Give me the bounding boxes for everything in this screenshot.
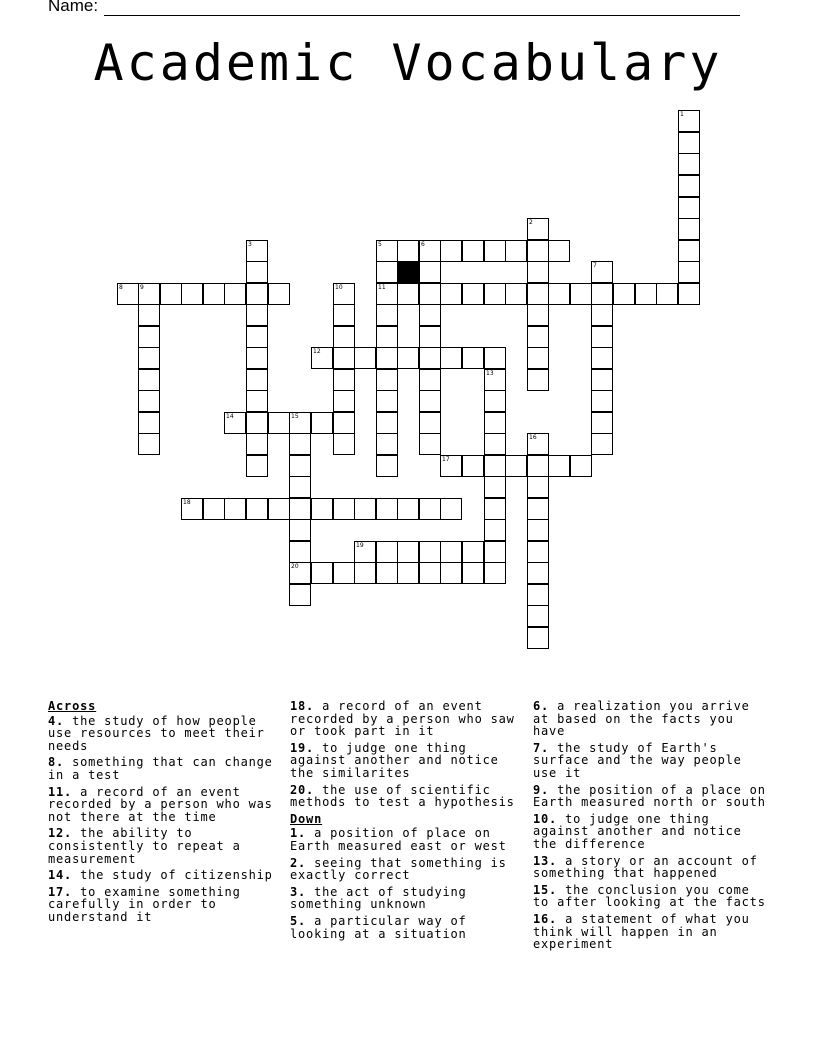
clue-number: 5 [378,241,382,248]
crossword-cell[interactable] [289,433,311,455]
crossword-cell[interactable] [246,326,268,348]
crossword-cell[interactable] [246,347,268,369]
crossword-cell[interactable] [289,584,311,606]
clue-item [290,886,520,911]
crossword-cell[interactable] [246,304,268,326]
crossword-cell[interactable] [678,283,700,305]
crossword-cell[interactable] [484,240,506,262]
clue-number-label: 4. [48,713,65,728]
crossword-cell[interactable] [333,390,355,412]
crossword-cell[interactable] [505,240,527,262]
crossword-cell[interactable] [354,347,376,369]
crossword-cell[interactable] [591,433,613,455]
clues-column-3 [533,700,768,955]
crossword-cell[interactable] [397,541,419,563]
crossword-cell[interactable] [376,369,398,391]
crossword-cell[interactable] [333,433,355,455]
clue-number: 15 [291,413,299,420]
clue-number: 17 [442,456,450,463]
crossword-cell[interactable] [246,433,268,455]
crossword-cell[interactable] [289,412,311,434]
crossword-cell[interactable] [462,541,484,563]
clue-number-label: 14. [48,868,73,883]
crossword-cell[interactable] [591,261,613,283]
crossword-cell[interactable] [440,498,462,520]
clue-text: to judge one thing against another and notice the difference [533,811,742,851]
crossword-cell[interactable] [376,326,398,348]
crossword-cell[interactable] [138,304,160,326]
page-title: Academic Vocabulary [93,34,723,92]
crossword-cell[interactable] [527,519,549,541]
crossword-cell[interactable] [333,283,355,305]
clue-number-label: 15. [533,882,558,897]
crossword-cell[interactable] [527,326,549,348]
crossword-cell[interactable] [289,498,311,520]
crossword-cell[interactable] [419,412,441,434]
crossword-cell[interactable] [138,283,160,305]
down-clue-list-continued [533,700,768,951]
clue-text: a realization you arrive at based on the facts you have [533,699,750,739]
crossword-cell[interactable] [419,261,441,283]
crossword-cell[interactable] [376,283,398,305]
crossword-cell[interactable] [548,283,570,305]
crossword-cell[interactable] [527,369,549,391]
crossword-cell[interactable] [548,455,570,477]
clue-text: a record of an event recorded by a person who saw or took part in it [290,699,515,739]
clue-item [290,915,520,940]
crossword-cell[interactable] [440,541,462,563]
crossword-cell[interactable] [527,605,549,627]
clue-item [533,884,768,909]
crossword-cell[interactable] [376,541,398,563]
crossword-cell[interactable] [678,240,700,262]
clue-item [290,857,520,882]
crossword-cell[interactable] [246,283,268,305]
clue-item [533,784,768,809]
crossword-cell[interactable] [505,283,527,305]
crossword-cell[interactable] [678,218,700,240]
clue-number: 14 [226,413,234,420]
clue-text: a record of an event recorded by a person who was not there at the time [48,784,273,824]
clue-number: 11 [378,284,386,291]
crossword-cell[interactable] [333,369,355,391]
clue-item [290,784,520,809]
crossword-cell[interactable] [311,412,333,434]
clue-number-label: 13. [533,853,558,868]
crossword-cell[interactable] [484,369,506,391]
crossword-cell[interactable] [138,390,160,412]
across-clue-list-continued [290,700,520,809]
clue-number: 12 [313,348,321,355]
crossword-cell[interactable] [160,283,182,305]
clue-number-label: 18. [290,699,315,713]
crossword-cell[interactable] [484,455,506,477]
crossword-cell[interactable] [527,261,549,283]
crossword-cell[interactable] [484,433,506,455]
clue-item [533,742,768,780]
crossword-cell[interactable] [527,240,549,262]
crossword-cell[interactable] [397,498,419,520]
crossword-cell[interactable] [246,455,268,477]
crossword-cell[interactable] [376,240,398,262]
clue-number: 13 [486,370,494,377]
crossword-cell[interactable] [591,369,613,391]
clue-item [48,869,273,882]
crossword-cell[interactable] [591,283,613,305]
clue-number-label: 5. [290,913,307,928]
clue-number: 3 [248,241,252,248]
crossword-cell[interactable] [333,412,355,434]
crossword-cell[interactable] [484,562,506,584]
crossword-cell[interactable] [462,347,484,369]
crossword-cell[interactable] [289,541,311,563]
crossword-cell[interactable] [311,347,333,369]
crossword-cell[interactable] [333,347,355,369]
crossword-cell[interactable] [591,390,613,412]
crossword-cell[interactable] [527,347,549,369]
clues-column-2 [290,700,520,944]
crossword-cell[interactable] [138,369,160,391]
clue-item [290,742,520,780]
crossword-cell[interactable] [484,541,506,563]
clue-text: something that can change in a test [48,755,273,782]
crossword-cell[interactable] [548,240,570,262]
crossword-cell[interactable] [138,433,160,455]
crossword-cell[interactable] [246,498,268,520]
clue-number-label: 20. [290,782,315,797]
clue-number-label: 12. [48,826,73,841]
crossword-cell[interactable] [440,455,462,477]
crossword-cell[interactable] [419,433,441,455]
name-label: Name: [48,0,99,15]
crossword-cell[interactable] [527,476,549,498]
crossword-cell[interactable] [376,562,398,584]
crossword-cell[interactable] [440,283,462,305]
crossword-cell[interactable] [527,627,549,649]
clue-number: 10 [335,284,343,291]
clue-item [48,886,273,924]
clue-text: to judge one thing against another and notice the similarites [290,740,499,780]
crossword-cell[interactable] [376,455,398,477]
crossword-cell[interactable] [117,283,139,305]
crossword-cell[interactable] [635,283,657,305]
clue-number: 2 [529,219,533,226]
clue-item [533,913,768,951]
crossword-cell[interactable] [678,197,700,219]
clue-number-label: 16. [533,911,558,926]
crossword-cell[interactable] [354,562,376,584]
clue-item [48,756,273,781]
crossword-cell[interactable] [484,412,506,434]
crossword-cell[interactable] [203,283,225,305]
clue-item [290,827,520,852]
crossword-cell[interactable] [333,498,355,520]
crossword-cell[interactable] [333,326,355,348]
crossword-cell[interactable] [246,369,268,391]
crossword-cell[interactable] [527,304,549,326]
clue-number: 8 [119,284,123,291]
crossword-cell[interactable] [246,240,268,262]
crossword-cell[interactable] [484,498,506,520]
clue-number-label: 11. [48,784,73,799]
clue-text: the study of Earth's surface and the way people use it [533,740,742,780]
crossword-cell[interactable] [268,498,290,520]
clue-number-label: 2. [290,855,307,870]
crossword-cell[interactable] [376,304,398,326]
crossword-cell[interactable] [376,412,398,434]
clue-number-label: 19. [290,740,315,755]
clue-number-label: 9. [533,782,550,797]
crossword-cell[interactable] [419,304,441,326]
crossword-cell[interactable] [527,498,549,520]
crossword-cell[interactable] [376,261,398,283]
crossword-cell[interactable] [181,498,203,520]
clue-text: the use of scientific methods to test a hypothesis [290,782,515,810]
crossword-cell[interactable] [289,476,311,498]
crossword-cell[interactable] [484,390,506,412]
crossword-cell[interactable] [419,541,441,563]
crossword-cell[interactable] [138,412,160,434]
crossword-cell[interactable] [419,562,441,584]
clue-number: 6 [421,241,425,248]
clue-text: the conclusion you come to after looking at the facts [533,882,766,910]
clue-text: the position of a place on Earth measured north or south [533,782,766,810]
crossword-cell[interactable] [246,390,268,412]
clue-item [533,700,768,738]
crossword-cell[interactable] [484,519,506,541]
clue-item [48,827,273,865]
crossword-cell[interactable] [505,455,527,477]
crossword-cell[interactable] [440,562,462,584]
clue-item [48,786,273,824]
crossword-cell[interactable] [527,455,549,477]
clue-text: the ability to consistently to repeat a measurement [48,826,241,866]
crossword-cell[interactable] [484,283,506,305]
clue-number-label: 17. [48,884,73,899]
crossword-cell[interactable] [527,584,549,606]
clue-number: 1 [680,111,684,118]
crossword-cell[interactable] [419,326,441,348]
crossword-cell[interactable] [678,132,700,154]
crossword-cell[interactable] [268,283,290,305]
clue-text: the study of citizenship [72,868,273,883]
crossword-cell[interactable] [376,390,398,412]
crossword-cell[interactable] [462,240,484,262]
crossword-cell[interactable] [333,562,355,584]
clue-number: 7 [593,262,597,269]
clue-number: 19 [356,542,364,549]
across-header: Across [48,699,97,713]
crossword-cell[interactable] [224,412,246,434]
crossword-cell[interactable] [311,562,333,584]
clue-number: 16 [529,434,537,441]
clue-text: a story or an account of something that happened [533,853,758,881]
crossword-cell[interactable] [203,498,225,520]
crossword-cell[interactable] [462,283,484,305]
crossword-cell[interactable] [440,347,462,369]
crossword-cell[interactable] [527,562,549,584]
clue-number-label: 10. [533,811,558,826]
clue-number: 9 [140,284,144,291]
across-clue-list [48,715,273,924]
crossword-cell[interactable] [376,498,398,520]
clue-text: seeing that something is exactly correct [290,855,507,883]
clue-number-label: 8. [48,755,65,770]
clue-item [533,813,768,851]
clue-item [290,700,520,738]
crossword-cell[interactable] [678,261,700,283]
crossword-cell[interactable] [419,240,441,262]
crossword-cell[interactable] [376,433,398,455]
crossword-cell[interactable] [246,412,268,434]
crossword-cell[interactable] [224,283,246,305]
crossword-cell[interactable] [462,562,484,584]
crossword-cell[interactable] [354,498,376,520]
crossword-cell[interactable] [591,304,613,326]
crossword-cell[interactable] [246,261,268,283]
crossword-cell[interactable] [678,175,700,197]
crossword-cell[interactable] [397,240,419,262]
down-header: Down [290,811,323,826]
clue-number-label: 7. [533,740,550,755]
crossword-cell[interactable] [484,347,506,369]
crossword-cell[interactable] [527,283,549,305]
crossword-cell[interactable] [397,562,419,584]
crossword-cell[interactable] [570,283,592,305]
crossword-cell[interactable] [289,562,311,584]
crossword-cell[interactable] [419,369,441,391]
crossword-cell[interactable] [289,519,311,541]
crossword-cell[interactable] [570,455,592,477]
down-clue-list [290,827,520,940]
clue-number-label: 6. [533,699,550,713]
crossword-cell[interactable] [527,218,549,240]
crossword-cell[interactable] [311,498,333,520]
clue-number-label: 3. [290,884,307,899]
clue-text: the act of studying something unknown [290,884,467,912]
crossword-cell[interactable] [613,283,635,305]
crossword-cell[interactable] [268,412,290,434]
clue-text: to examine something carefully in order to understand it [48,884,241,924]
crossword-cell[interactable] [591,326,613,348]
crossword-cell[interactable] [656,283,678,305]
crossword-cell[interactable] [224,498,246,520]
clue-item [533,855,768,880]
crossword-cell[interactable] [419,498,441,520]
clue-number: 20 [291,563,299,570]
clue-text: a statement of what you think will happen in an experiment [533,911,750,952]
crossword-cell[interactable] [138,347,160,369]
crossword-cell[interactable] [591,347,613,369]
crossword-cell[interactable] [591,412,613,434]
crossword-cell[interactable] [376,347,398,369]
crossword-cell[interactable] [419,283,441,305]
clue-item [48,715,273,753]
crossword-cell[interactable] [527,433,549,455]
clue-number-label: 1. [290,826,307,841]
clues-column-1 [48,700,273,928]
crossword-cell[interactable] [678,110,700,132]
crossword-cell[interactable] [440,240,462,262]
clue-text: the study of how people use resources to meet their needs [48,713,265,753]
crossword-cell[interactable] [484,476,506,498]
crossword-cell[interactable] [289,455,311,477]
crossword-cell[interactable] [419,347,441,369]
clue-number: 18 [183,499,191,506]
crossword-cell[interactable] [181,283,203,305]
crossword-cell[interactable] [397,347,419,369]
crossword-cell[interactable] [419,390,441,412]
crossword-cell[interactable] [397,283,419,305]
clue-text: a position of place on Earth measured east or west [290,826,507,853]
clue-text: a particular way of looking at a situation [290,913,467,941]
crossword-cell[interactable] [462,455,484,477]
crossword-black-cell [397,261,419,283]
crossword-cell[interactable] [678,153,700,175]
crossword-cell[interactable] [333,304,355,326]
crossword-cell[interactable] [527,541,549,563]
crossword-cell[interactable] [354,541,376,563]
crossword-cell[interactable] [138,326,160,348]
